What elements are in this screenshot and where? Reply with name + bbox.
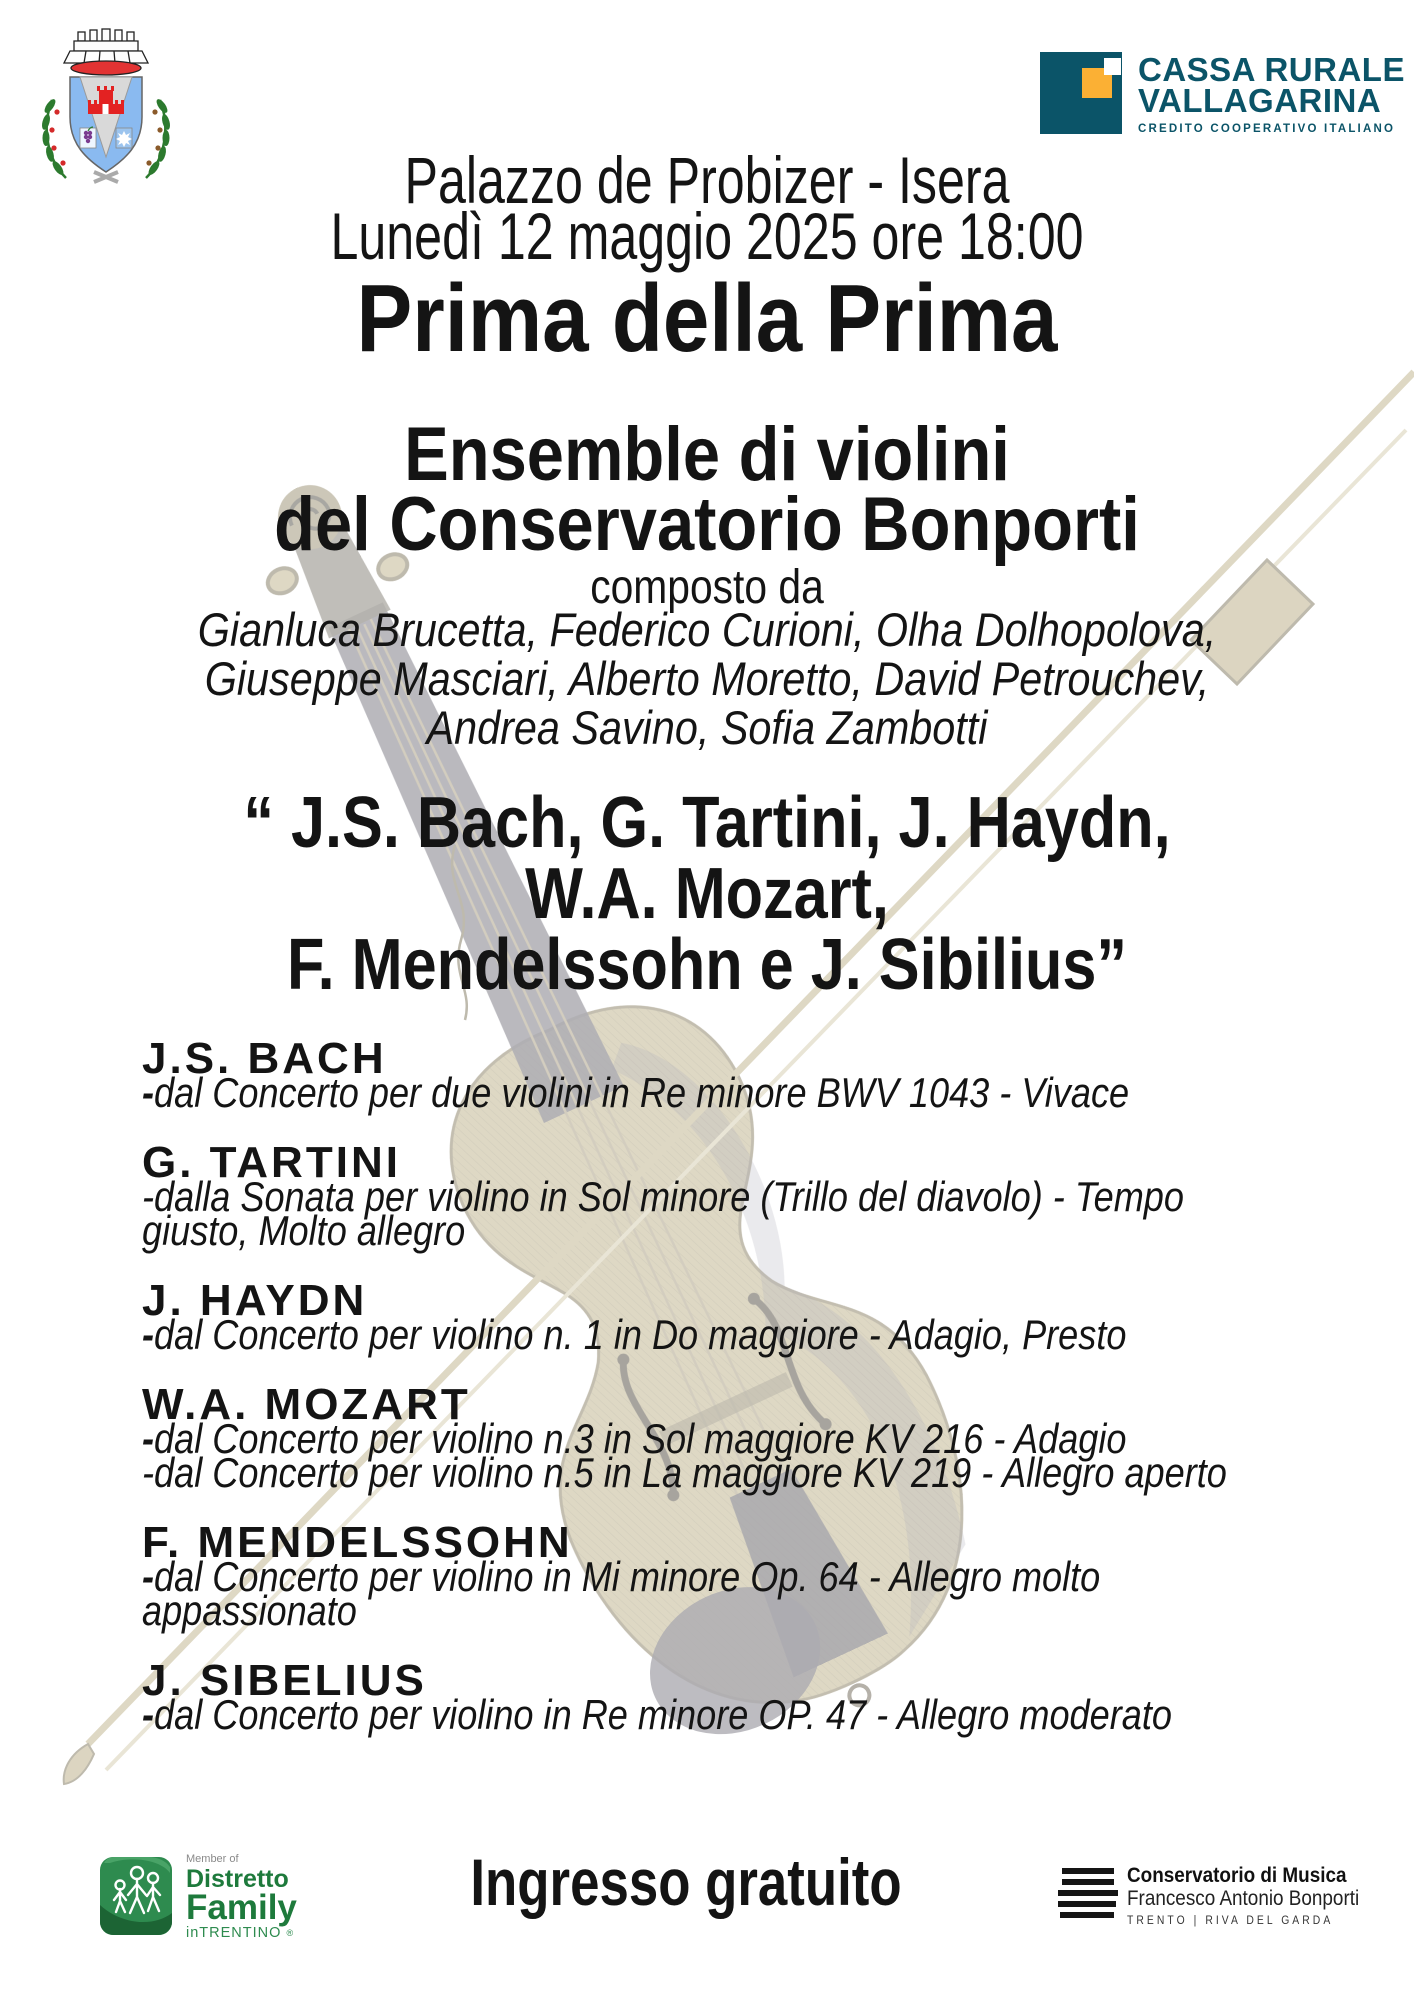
composers-quote (106, 783, 1308, 1005)
quote-line: W.A. Mozart, (525, 854, 889, 934)
concert-program (142, 1034, 1292, 1768)
conservatorio-line2: Francesco Antonio Bonporti (1127, 1887, 1360, 1910)
subtitle-line1: Ensemble di violini (404, 412, 1010, 497)
distretto-member-of: Member of (186, 1853, 239, 1865)
cassa-white-square-icon (1104, 58, 1121, 75)
isera-coat-of-arms-logo (36, 20, 176, 192)
registered-mark: ® (286, 1928, 295, 1938)
conservatorio-line3: TRENTO | RIVA DEL GARDA (1127, 1915, 1334, 1927)
composer-name: J.S. BACH (142, 1034, 387, 1083)
member-line: Giuseppe Masciari, Alberto Moretto, David Petrouchev, (204, 652, 1210, 705)
program-entry (142, 1656, 1292, 1738)
subtitle-line2: del Conservatorio Bonporti (274, 482, 1140, 567)
member-line: Andrea Savino, Sofia Zambotti (426, 701, 988, 754)
distretto-family-icon (100, 1857, 172, 1935)
cassa-name-line1: CASSA RURALE (1138, 51, 1405, 88)
member-line: Gianluca Brucetta, Federico Curioni, Olha Dolhopolova, (197, 603, 1217, 656)
distretto-line3: inTRENTINO (186, 1925, 282, 1941)
composer-name: F. MENDELSSOHN (142, 1518, 573, 1567)
date-line: Lunedì 12 maggio 2025 ore 18:00 (330, 199, 1084, 273)
piece-line: -dal Concerto per violino in Re minore OP. 47 - Allegro moderato (142, 1691, 1172, 1738)
piece-line: -dalla Sonata per violino in Sol minore (Trillo del diavolo) - Tempo (142, 1173, 1184, 1220)
venue-line: Palazzo de Probizer - Isera (404, 143, 1010, 217)
piece-line: appassionato (142, 1587, 357, 1634)
piece-line: -dal Concerto per violino n. 1 in Do maggiore - Adagio, Presto (142, 1311, 1127, 1358)
piece-line: -dal Concerto per violino n.3 in Sol maggiore KV 216 - Adagio (142, 1415, 1127, 1462)
program-entry (142, 1380, 1292, 1496)
quote-line: “ J.S. Bach, G. Tartini, J. Haydn, (243, 783, 1171, 863)
distretto-line1: Distretto (186, 1865, 289, 1893)
music-staff-icon (1058, 1868, 1118, 1923)
program-entry (142, 1276, 1292, 1358)
cassa-rurale-logo (1040, 51, 1405, 152)
free-admission-label: Ingresso gratuito (470, 1845, 902, 1919)
composer-name: J. HAYDN (142, 1276, 368, 1325)
conservatorio-line1: Conservatorio di Musica (1127, 1864, 1347, 1887)
piece-line: giusto, Molto allegro (142, 1207, 466, 1254)
program-entry (142, 1138, 1292, 1254)
composer-name: G. TARTINI (142, 1138, 401, 1187)
distretto-line2: Family (186, 1888, 297, 1927)
piece-line: -dal Concerto per violino in Mi minore Op. 64 - Allegro molto (142, 1553, 1101, 1600)
program-entry (142, 1034, 1292, 1116)
page-title: Prima della Prima (356, 265, 1058, 372)
program-entry (142, 1518, 1292, 1634)
composed-by-label: composto da (590, 561, 824, 614)
quote-line: F. Mendelssohn e J. Sibilius” (287, 925, 1127, 1005)
ensemble-subtitle (85, 412, 1329, 567)
cassa-name-line2: VALLAGARINA (1138, 82, 1382, 119)
piece-line: -dal Concerto per due violini in Re minore BWV 1043 - Vivace (142, 1069, 1130, 1116)
composer-name: J. SIBELIUS (142, 1656, 427, 1705)
composer-name: W.A. MOZART (142, 1380, 471, 1429)
ensemble-members (85, 605, 1329, 752)
cassa-tagline: CREDITO COOPERATIVO ITALIANO (1138, 123, 1396, 135)
piece-line: -dal Concerto per violino n.5 in La maggiore KV 219 - Allegro aperto (142, 1449, 1227, 1496)
event-venue-date (170, 143, 1245, 273)
